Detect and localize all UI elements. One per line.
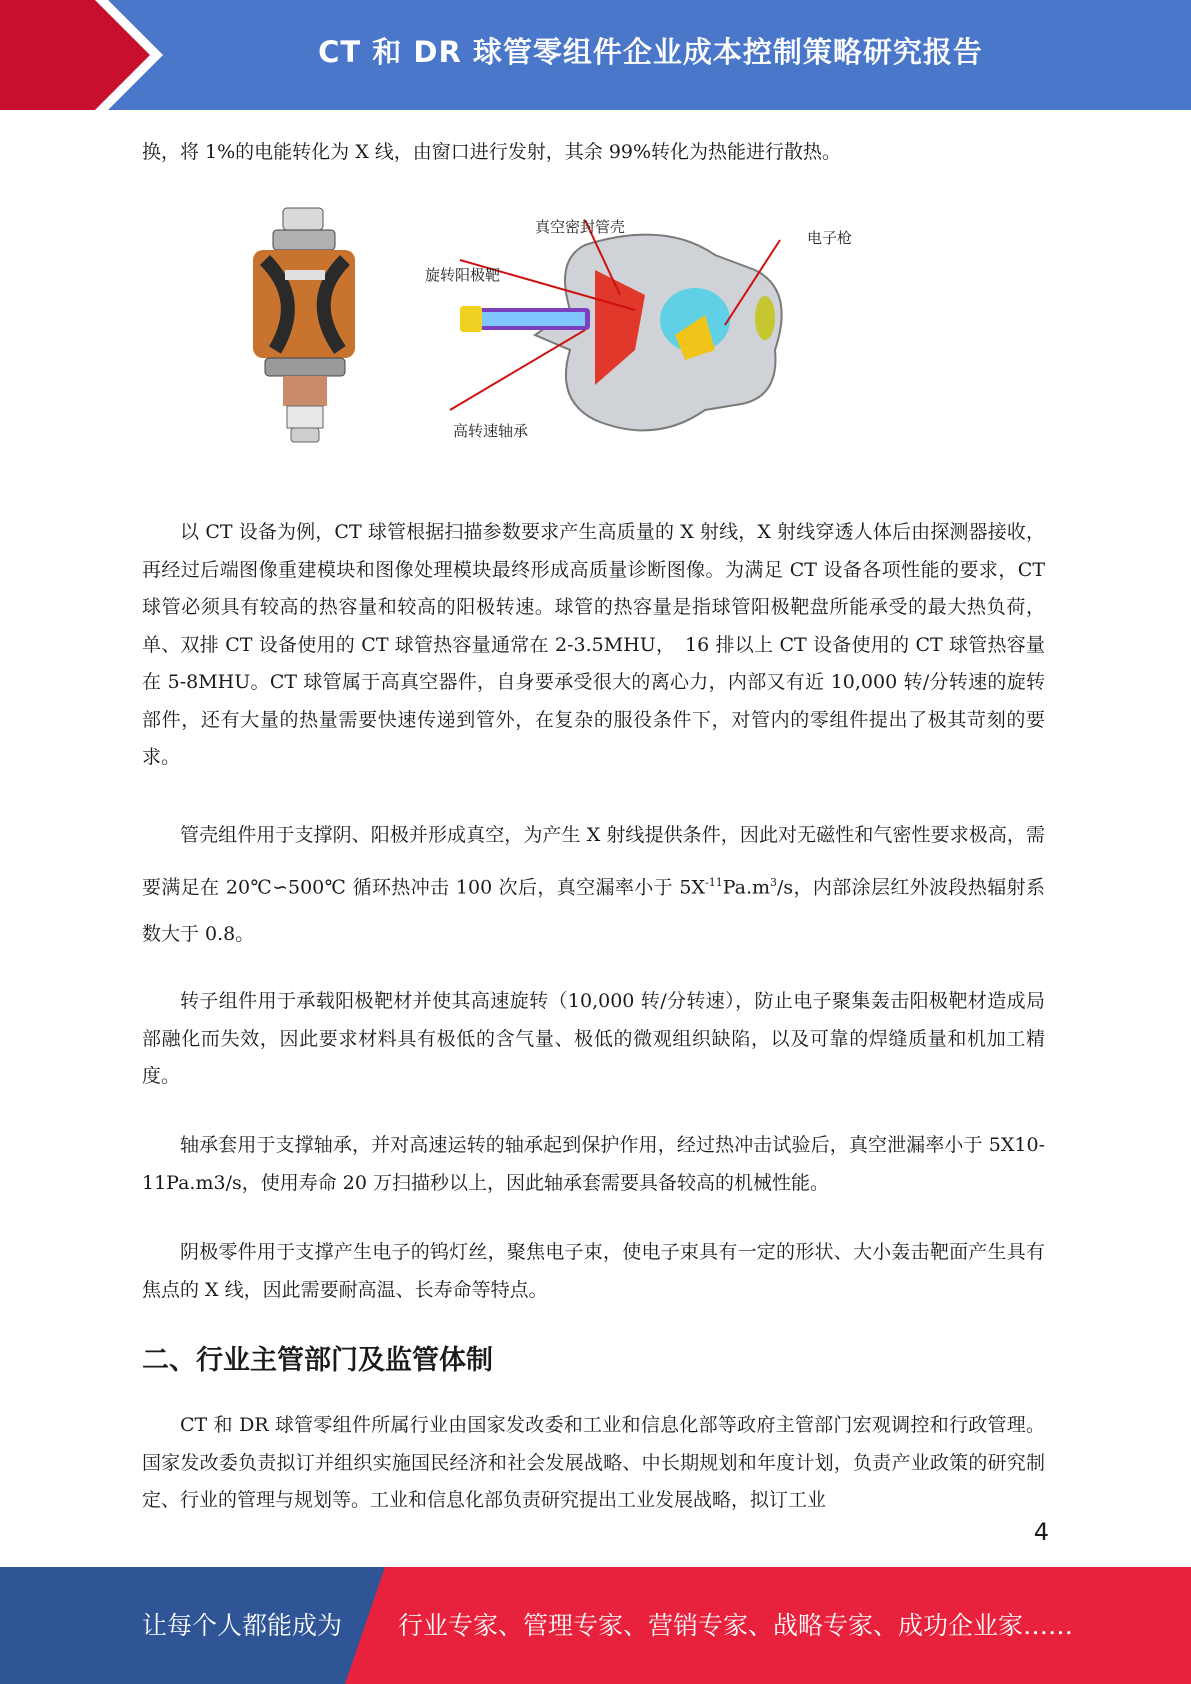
label-vacuum-shell: 真空密封管壳 [535,218,626,236]
xray-tube-figure [235,200,885,465]
page-number: 4 [1033,1518,1049,1546]
paragraph-2 [142,812,1045,958]
paragraph-4-block [142,1127,1045,1202]
page-footer [0,1567,1191,1684]
paragraph-2-part-b: Pa.m [722,876,771,899]
paragraph-2-part-a: 管壳组件用于支撑阴、阳极并形成真空，为产生 X 射线提供条件，因此对无磁性和气密性要求极高，需要满足在 20℃∽500℃ 循环热冲击 100 次后，真空漏率小于 5X [142,824,1045,899]
header-title: CT 和 DR 球管零组件企业成本控制策略研究报告 [318,35,983,69]
label-bearing: 高转速轴承 [453,422,529,440]
paragraph-3-block [142,983,1045,1096]
paragraph-5: 阴极零件用于支撑产生电子的钨灯丝，聚焦电子束，使电子束具有一定的形状、大小轰击靶面产生具有焦点的 X 线，因此需要耐高温、长寿命等特点。 [142,1241,1045,1301]
paragraph-2-part-c: /s，内部涂层红外波段热辐射系数大于 0.8。 [142,876,1046,946]
paragraph-2-sup-2: 3 [770,876,778,889]
xray-tube-illustration [235,200,885,465]
footer-slogan-left: 让每个人都能成为 [142,1611,343,1640]
paragraph-4: 轴承套用于支撑轴承，并对高速运转的轴承起到保护作用，经过热冲击试验后，真空泄漏率小于 5X10-11Pa.m3/s，使用寿命 20 万扫描秒以上，因此轴承套需要具备较高的机械性能。 [142,1134,1045,1194]
paragraph-3: 转子组件用于承载阳极靶材并使其高速旋转（10,000 转/分转速），防止电子聚集轰击阳极靶材造成局部融化而失效，因此要求材料具有极低的含气量、极低的微观组织缺陷，以及可靠的焊缝质量和机加工精度。 [142,990,1045,1087]
paragraph-6: CT 和 DR 球管零组件所属行业由国家发改委和工业和信息化部等政府主管部门宏观调控和行政管理。国家发改委负责拟订并组织实施国民经济和社会发展战略、中长期规划和年度计划，负责产业政策的研究制定、行业的管理与规划等。工业和信息化部负责研究提出工业发展战略，拟订工业 [142,1414,1045,1511]
label-rotating-anode: 旋转阳极靶 [425,266,501,284]
intro-line: 换，将 1%的电能转化为 X 线，由窗口进行发射，其余 99%转化为热能进行散热。 [142,141,842,163]
paragraph-5-block [142,1234,1045,1309]
paragraph-1: 以 CT 设备为例，CT 球管根据扫描参数要求产生高质量的 X 射线，X 射线穿透人体后由探测器接收，再经过后端图像重建模块和图像处理模块最终形成高质量诊断图像。为满足 CT 设备各项性能的要求，CT 球管必须具有较高的热容量和较高的阳极转速。球管的热容量是指球管阳极靶盘所能承受的最大热负荷，单、双排 CT 设备使用的 CT 球管热容量通常在 2-3.5MHU， 16 排以上 CT 设备使用的 CT 球管热容量在 5-8MHU。CT 球管属于高真空器件，自身要承受很大的离心力，内部又有近 10,000 转/分转速的旋转部件，还有大量的热量需要快速传递到管外，在复杂的服役条件下，对管内的零组件提出了极其苛刻的要求。 [142,521,1045,768]
intro-line-block [142,134,1045,172]
paragraph-6-block [142,1407,1045,1520]
footer-slogan-right: 行业专家、管理专家、营销专家、战略专家、成功企业家…… [398,1611,1074,1640]
label-electron-gun: 电子枪 [807,229,853,247]
section-heading: 二、行业主管部门及监管体制 [142,1345,493,1376]
paragraph-2-block [142,812,1045,958]
paragraph-1-block [142,514,1045,777]
page-header [0,0,1191,110]
paragraph-2-sup-1: -11 [704,876,723,889]
